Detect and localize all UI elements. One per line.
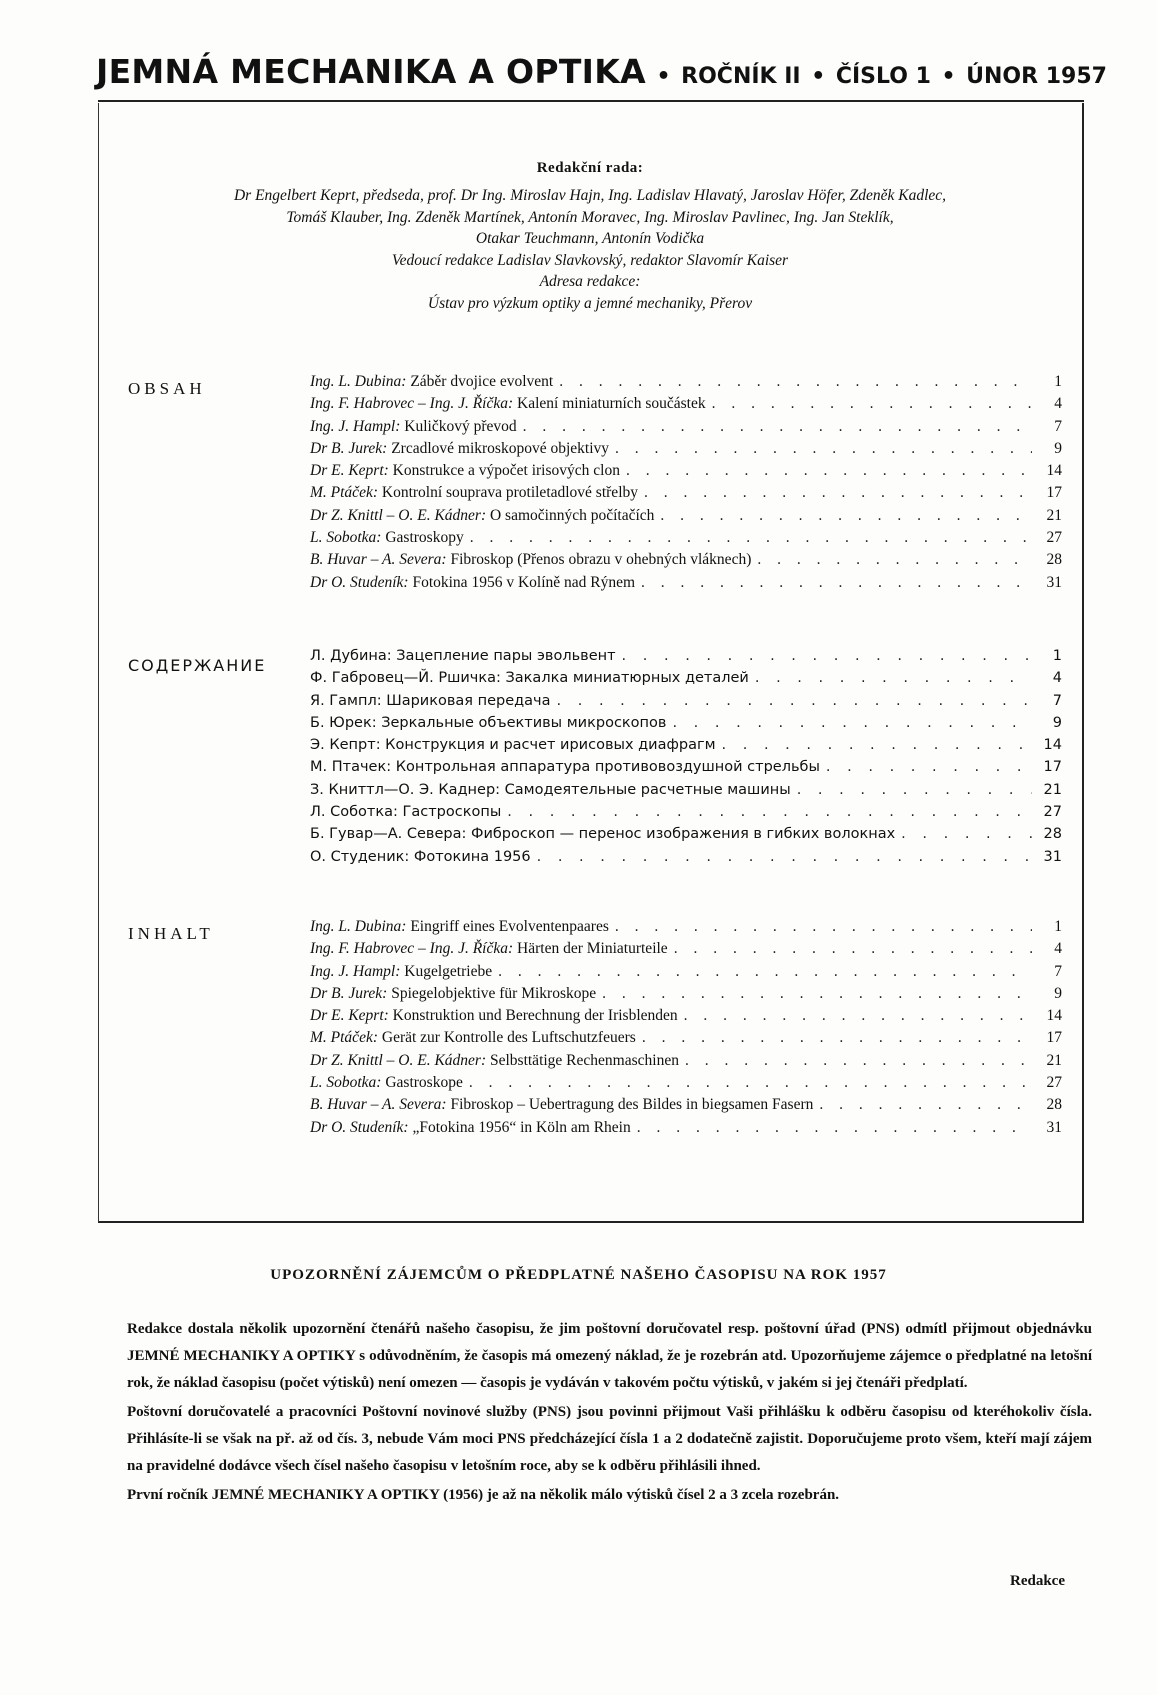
toc-author: B. Huvar – A. Severa: xyxy=(310,1096,447,1114)
toc-label-german: INHALT xyxy=(128,924,214,943)
toc-title: Kugelgetriebe xyxy=(404,962,493,980)
toc-entry xyxy=(310,551,1062,573)
board-line: Dr Engelbert Keprt, předseda, prof. Dr Ing. Miroslav Hajn, Ing. Ladislav Hlavatý, Jaroslav Höfer, Zdeněk Kadlec, xyxy=(233,187,947,204)
leader-dots xyxy=(749,670,1032,686)
toc-page: 9 xyxy=(1052,714,1062,731)
leader-dots xyxy=(551,693,1032,709)
board-line: Tomáš Klauber, Ing. Zdeněk Martínek, Antonín Moravec, Ing. Miroslav Pavlinec, Ing. Jan Steklík, xyxy=(286,208,894,226)
toc-title: Härten der Miniaturteile xyxy=(517,940,668,958)
toc-entry xyxy=(310,759,1062,781)
leader-dots xyxy=(553,373,1032,391)
leader-dots xyxy=(631,1119,1032,1137)
toc-czech xyxy=(310,373,1062,596)
toc-entry xyxy=(310,440,1062,462)
toc-title: Eingriff eines Evolventenpaares xyxy=(410,918,609,935)
separator: • xyxy=(941,64,956,89)
leader-dots xyxy=(501,804,1032,820)
leader-dots xyxy=(820,759,1032,775)
toc-entry xyxy=(310,737,1062,759)
leader-dots xyxy=(492,963,1032,981)
toc-entry xyxy=(310,1052,1062,1074)
toc-title: Fibroskop (Přenos obrazu v ohebných vláknech) xyxy=(450,551,752,569)
board-line: Otakar Teuchmann, Antonín Vodička xyxy=(475,230,705,247)
toc-author: Ing. J. Hampl: xyxy=(310,962,401,980)
notice-signature: Redakce xyxy=(1010,1573,1065,1589)
toc-entry xyxy=(310,507,1062,529)
toc-text: М. Птачек: Контрольная аппаратура противовоздушной стрельбы xyxy=(310,759,820,776)
toc-author: Dr Z. Knittl – O. E. Kádner: xyxy=(310,1051,487,1069)
toc-title: Spiegelobjektive für Mikroskope xyxy=(391,984,597,1002)
journal-title: JEMNÁ MECHANIKA A OPTIKA xyxy=(96,52,646,91)
leader-dots xyxy=(668,940,1032,958)
toc-author: Dr E. Keprt: xyxy=(310,462,389,480)
toc-page: 7 xyxy=(1054,962,1062,980)
toc-page: 9 xyxy=(1054,439,1062,457)
toc-author: Ing. L. Dubina: xyxy=(310,373,407,390)
leader-dots xyxy=(464,529,1032,547)
toc-text: Б. Гувар—А. Севера: Фиброскоп — перенос изображения в гибких волокнах xyxy=(310,826,896,843)
toc-page: 21 xyxy=(1046,1051,1062,1069)
board-line: Adresa redakce: xyxy=(539,273,641,290)
toc-text: З. Книттл—О. Э. Каднер: Самодеятельные расчетные машины xyxy=(310,781,791,798)
toc-entry xyxy=(310,985,1062,1007)
toc-page: 31 xyxy=(1043,848,1062,865)
toc-author: B. Huvar – A. Severa: xyxy=(310,551,447,569)
leader-dots xyxy=(678,1007,1032,1025)
toc-page: 17 xyxy=(1046,484,1062,502)
toc-title: Zrcadlové mikroskopové objektivy xyxy=(391,439,610,457)
leader-dots xyxy=(609,918,1032,936)
toc-page: 1 xyxy=(1052,648,1062,664)
toc-page: 31 xyxy=(1046,573,1062,591)
leader-dots xyxy=(638,484,1032,502)
toc-entry xyxy=(310,418,1062,440)
toc-entry xyxy=(310,715,1062,737)
toc-title: Kalení miniaturních součástek xyxy=(517,395,706,413)
toc-page: 9 xyxy=(1054,984,1062,1002)
toc-entry xyxy=(310,670,1062,692)
toc-entry xyxy=(310,373,1062,395)
toc-page: 17 xyxy=(1043,759,1062,776)
toc-page: 21 xyxy=(1043,781,1062,798)
toc-page: 28 xyxy=(1046,551,1062,569)
toc-german xyxy=(310,918,1062,1141)
leader-dots xyxy=(596,985,1032,1003)
leader-dots xyxy=(716,737,1032,753)
masthead xyxy=(96,52,1107,91)
toc-text: Б. Юрек: Зеркальные объективы микроскопов xyxy=(310,714,667,731)
toc-author: Ing. F. Habrovec – Ing. J. Říčka: xyxy=(310,395,514,413)
leader-dots xyxy=(620,462,1032,480)
toc-title: Fotokina 1956 v Kolíně nad Rýnem xyxy=(412,573,636,591)
toc-page: 27 xyxy=(1043,804,1062,821)
toc-author: Dr E. Keprt: xyxy=(310,1007,389,1025)
toc-page: 28 xyxy=(1043,826,1062,843)
toc-entry xyxy=(310,1096,1062,1118)
editorial-board xyxy=(100,160,1080,314)
masthead-rule xyxy=(98,100,1084,102)
toc-entry xyxy=(310,484,1062,506)
leader-dots xyxy=(635,574,1032,592)
toc-page: 21 xyxy=(1046,506,1062,524)
toc-page: 7 xyxy=(1054,417,1062,435)
toc-title: Kuličkový převod xyxy=(404,417,517,435)
toc-page: 1 xyxy=(1054,373,1062,390)
leader-dots xyxy=(666,715,1032,731)
toc-author: Dr O. Studeník: xyxy=(310,1118,409,1136)
issue-number: ČÍSLO 1 xyxy=(835,64,931,89)
toc-entry xyxy=(310,849,1062,871)
toc-title: O samočinných počítačích xyxy=(489,506,655,524)
toc-title: Gerät zur Kontrolle des Luftschutzfeuers xyxy=(381,1029,636,1047)
notice-paragraph: První ročník JEMNÉ MECHANIKY A OPTIKY (1956) je až na několik málo výtisků čísel 2 a 3 zcela rozebrán. xyxy=(127,1487,840,1503)
toc-entry xyxy=(310,826,1062,848)
toc-title: Konstruktion und Berechnung der Irisblenden xyxy=(392,1007,678,1025)
toc-label-russian: СОДЕРЖАНИЕ xyxy=(128,656,267,675)
toc-entry xyxy=(310,1119,1062,1141)
toc-entry xyxy=(310,1074,1062,1096)
issue-date: ÚNOR 1957 xyxy=(966,64,1107,89)
toc-page: 14 xyxy=(1046,462,1062,480)
toc-page: 4 xyxy=(1054,395,1062,413)
toc-text: Я. Гампл: Шариковая передача xyxy=(310,692,551,709)
toc-page: 17 xyxy=(1046,1029,1062,1047)
toc-entry xyxy=(310,574,1062,596)
toc-page: 31 xyxy=(1046,1118,1062,1136)
board-line: Vedoucí redakce Ladislav Slavkovský, redaktor Slavomír Kaiser xyxy=(391,251,789,269)
toc-page: 14 xyxy=(1046,1007,1062,1025)
leader-dots xyxy=(751,551,1032,569)
leader-dots xyxy=(531,849,1032,865)
leader-dots xyxy=(517,418,1032,436)
leader-dots xyxy=(654,507,1032,525)
toc-author: Ing. J. Hampl: xyxy=(310,417,401,435)
leader-dots xyxy=(895,826,1032,842)
toc-entry xyxy=(310,648,1062,670)
toc-title: „Fotokina 1956“ in Köln am Rhein xyxy=(412,1118,631,1136)
toc-page: 27 xyxy=(1046,1074,1062,1092)
toc-text: О. Студеник: Фотокина 1956 xyxy=(310,848,531,865)
toc-text: Э. Кепрт: Конструкция и расчет ирисовых диафрагм xyxy=(310,737,716,754)
separator: • xyxy=(656,64,671,89)
toc-entry xyxy=(310,1007,1062,1029)
volume: ROČNÍK II xyxy=(681,64,801,89)
board-line: Ústav pro výzkum optiky a jemné mechaniky, Přerov xyxy=(427,294,753,312)
toc-page: 4 xyxy=(1054,940,1062,958)
toc-title: Gastroskope xyxy=(385,1074,463,1092)
toc-text: Л. Дубина: Зацепление пары эвольвент xyxy=(310,648,616,664)
toc-author: Ing. F. Habrovec – Ing. J. Říčka: xyxy=(310,940,514,958)
toc-title: Kontrolní souprava protiletadlové střelby xyxy=(381,484,638,502)
toc-page: 7 xyxy=(1052,692,1062,709)
notice-paragraph: Poštovní doručovatelé a pracovníci Poštovní novinové služby (PNS) jsou povinni přijmout Vaši přihlášku k odběru časopisu od kteréhokoliv čísla. Přihlásíte-li se však na př. až od čís. 3, nebude Vám moci PNS předcházející čísla 1 a 2 dodatečně zajistit. Doporučujeme proto všem, kteří mají zájem na pravidelné dodávce všech čísel našeho časopisu v letošním roce, aby se k odběru přihlásili ihned. xyxy=(127,1404,1092,1474)
toc-page: 27 xyxy=(1046,529,1062,547)
leader-dots xyxy=(616,648,1032,664)
toc-title: Fibroskop – Uebertragung des Bildes in biegsamen Fasern xyxy=(450,1096,814,1114)
leader-dots xyxy=(706,395,1032,413)
leader-dots xyxy=(813,1096,1032,1114)
toc-entry xyxy=(310,462,1062,484)
toc-title: Gastroskopy xyxy=(385,529,464,547)
toc-title: Záběr dvojice evolvent xyxy=(410,373,554,390)
toc-text: Л. Соботка: Гастроскопы xyxy=(310,804,502,821)
toc-entry xyxy=(310,804,1062,826)
toc-page: 4 xyxy=(1052,670,1062,687)
leader-dots xyxy=(463,1074,1032,1092)
toc-author: Dr B. Jurek: xyxy=(310,984,388,1002)
notice-body xyxy=(127,1316,1092,1511)
toc-title: Selbsttätige Rechenmaschinen xyxy=(489,1051,679,1069)
toc-author: M. Ptáček: xyxy=(310,484,378,502)
toc-author: Ing. L. Dubina: xyxy=(310,918,407,935)
toc-entry xyxy=(310,1029,1062,1051)
toc-page: 14 xyxy=(1043,737,1062,754)
toc-entry xyxy=(310,782,1062,804)
toc-entry xyxy=(310,395,1062,417)
toc-text: Ф. Габровец—Й. Ршичка: Закалка миниатюрных деталей xyxy=(310,670,749,687)
toc-author: Dr O. Studeník: xyxy=(310,573,409,591)
toc-author: Dr Z. Knittl – O. E. Kádner: xyxy=(310,506,487,524)
toc-page: 1 xyxy=(1054,918,1062,935)
leader-dots xyxy=(791,782,1032,798)
toc-entry xyxy=(310,918,1062,940)
toc-entry xyxy=(310,529,1062,551)
toc-page: 28 xyxy=(1046,1096,1062,1114)
toc-author: L. Sobotka: xyxy=(310,529,382,547)
leader-dots xyxy=(609,440,1032,458)
toc-title: Konstrukce a výpočet irisových clon xyxy=(392,462,620,480)
notice-paragraph: Redakce dostala několik upozornění čtenářů našeho časopisu, že jim poštovní doručovatel resp. poštovní úřad (PNS) odmítl přijmout objednávku JEMNÉ MECHANIKY A OPTIKY s odůvodněním, že časopis má omezený náklad, že je rozebrán atd. Upozorňujeme zájemce o předplatné na letošní rok, že náklad časopisu (počet výtisků) není omezen — časopis je vydáván v takovém počtu výtisků, v jakém si jej čtenáři předplatí. xyxy=(127,1321,1092,1391)
leader-dots xyxy=(679,1052,1032,1070)
toc-entry xyxy=(310,940,1062,962)
toc-entry xyxy=(310,963,1062,985)
toc-author: Dr B. Jurek: xyxy=(310,439,388,457)
toc-russian xyxy=(310,648,1062,871)
toc-author: M. Ptáček: xyxy=(310,1029,378,1047)
notice-title: UPOZORNĚNÍ ZÁJEMCŮM O PŘEDPLATNÉ NAŠEHO ČASOPISU NA ROK 1957 xyxy=(270,1267,887,1283)
board-heading: Redakční rada: xyxy=(536,160,644,176)
toc-author: L. Sobotka: xyxy=(310,1074,382,1092)
leader-dots xyxy=(636,1029,1032,1047)
toc-entry xyxy=(310,693,1062,715)
toc-label-czech: OBSAH xyxy=(128,379,206,398)
separator: • xyxy=(811,64,826,89)
